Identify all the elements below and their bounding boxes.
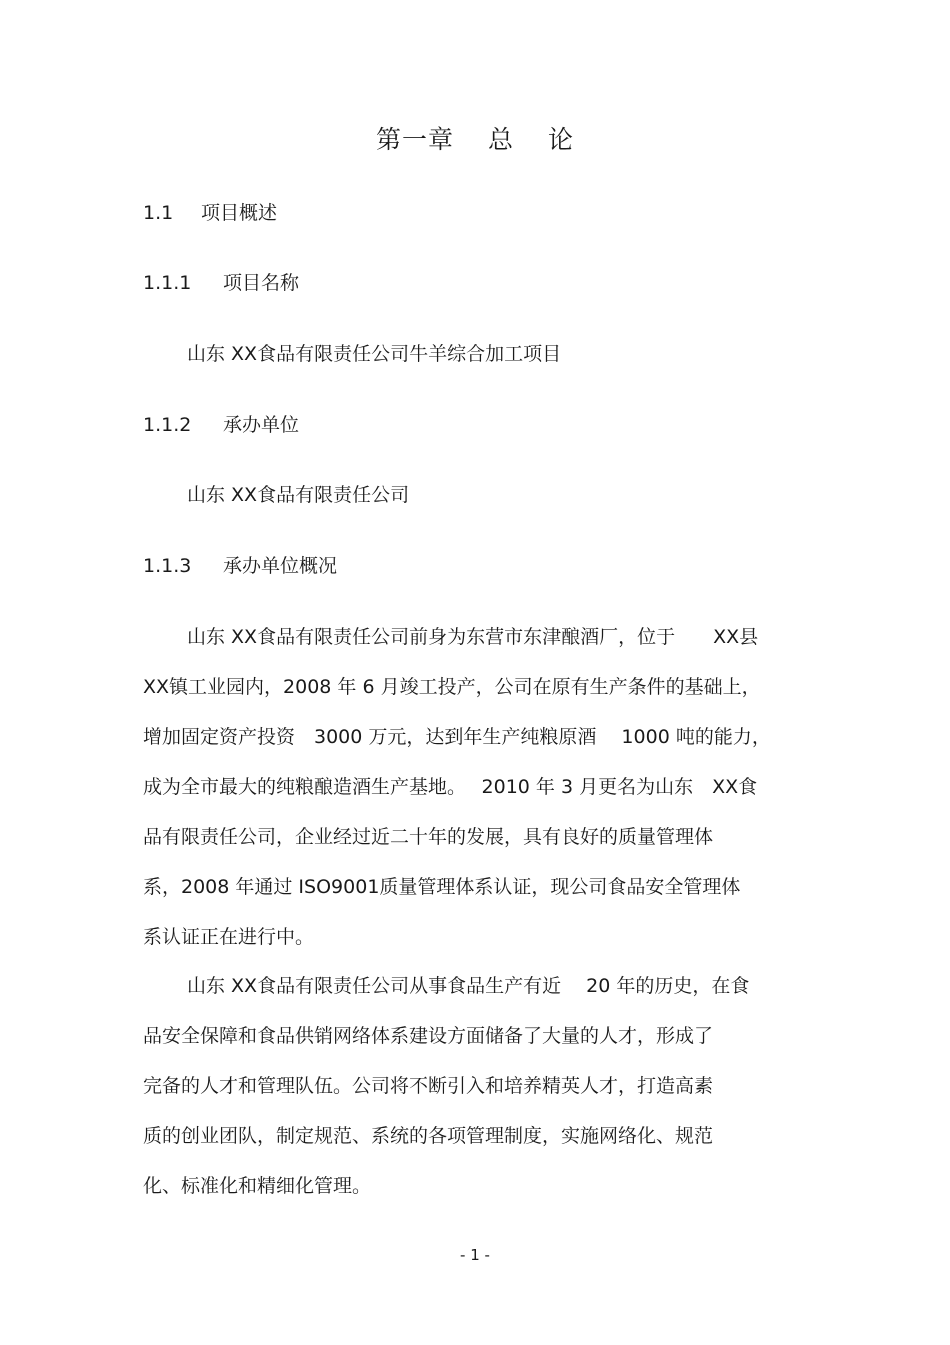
paragraph-1-line: XX镇工业园内，2008 年 6 月竣工投产，公司在原有生产条件的基础上， <box>143 676 761 698</box>
section-heading-1-1-1 <box>143 269 299 297</box>
section-title: 承办单位概况 <box>223 555 338 577</box>
paragraph-2-line: 质的创业团队，制定规范、系统的各项管理制度，实施网络化、规范 <box>143 1125 714 1147</box>
paragraph-1-line: 系，2008 年通过 ISO9001质量管理体系认证，现公司食品安全管理体 <box>143 876 741 898</box>
section-number: 1.1.3 <box>143 555 192 577</box>
paragraph-1-line: 增加固定资产投资 3000 万元，达到年生产纯粮原酒 1000 吨的能力， <box>143 726 771 748</box>
section-title: 项目名称 <box>223 272 300 294</box>
paragraph-2-line: 山东 XX食品有限责任公司从事食品生产有近 20 年的历史，在食 <box>187 975 750 997</box>
section-heading-1-1-3 <box>143 552 337 580</box>
chapter-word-1: 总 <box>487 125 514 154</box>
paragraph-1-line: 品有限责任公司，企业经过近二十年的发展，具有良好的质量管理体 <box>143 826 714 848</box>
section-heading-1-1-2 <box>143 411 299 439</box>
chapter-prefix: 第一章 <box>375 125 454 154</box>
section-title: 项目概述 <box>201 202 278 224</box>
chapter-word-2: 论 <box>548 125 575 154</box>
section-title: 承办单位 <box>223 414 300 436</box>
paragraph-1-line: 山东 XX食品有限责任公司前身为东营市东津酿酒厂，位于 XX县 <box>187 626 759 648</box>
organizer-text: 山东 XX食品有限责任公司 <box>187 484 410 506</box>
paragraph-2-line: 品安全保障和食品供销网络体系建设方面储备了大量的人才，形成了 <box>143 1025 714 1047</box>
project-name-text: 山东 XX食品有限责任公司牛羊综合加工项目 <box>187 343 562 365</box>
section-number: 1.1.2 <box>143 414 192 436</box>
chapter-title <box>0 120 950 156</box>
paragraph-1-line: 系认证正在进行中。 <box>143 926 315 948</box>
section-number: 1.1.1 <box>143 272 192 294</box>
section-heading-1-1 <box>143 199 277 227</box>
section-number: 1.1 <box>143 202 174 224</box>
paragraph-1-line: 成为全市最大的纯粮酿造酒生产基地。 2010 年 3 月更名为山东 XX食 <box>143 776 758 798</box>
page-number: - 1 - <box>460 1246 490 1264</box>
paragraph-2-line: 化、标准化和精细化管理。 <box>143 1175 372 1197</box>
paragraph-2-line: 完备的人才和管理队伍。公司将不断引入和培养精英人才，打造高素 <box>143 1075 714 1097</box>
